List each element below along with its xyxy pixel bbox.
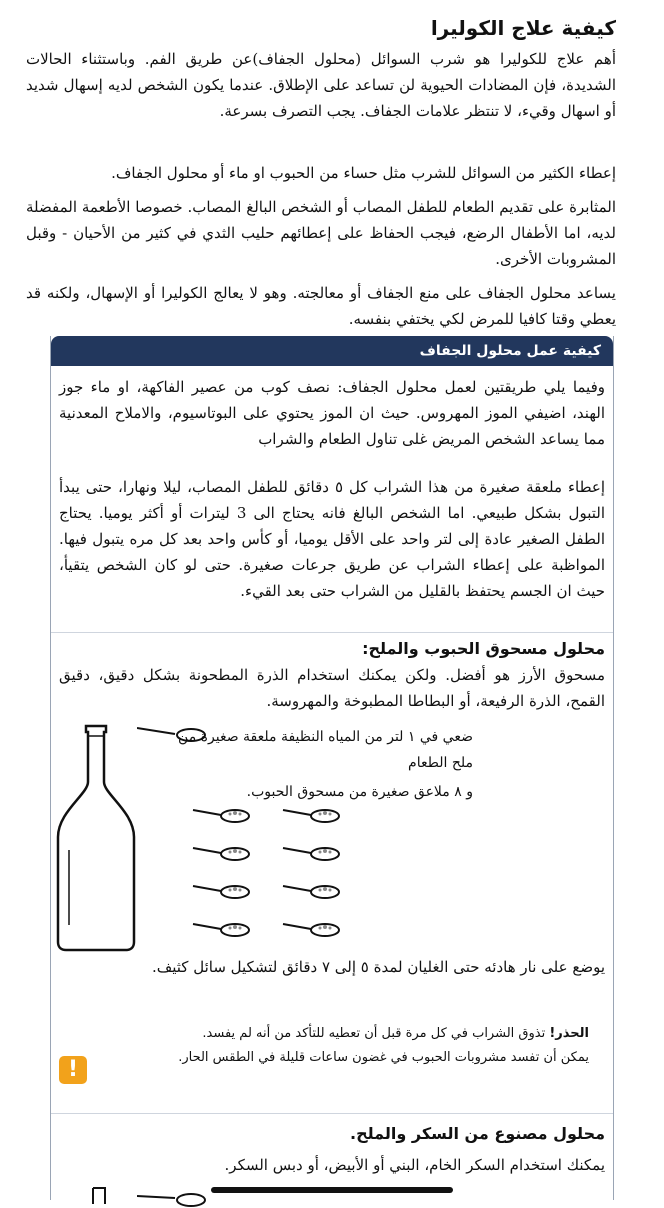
box-header: كيفية عمل محلول الجفاف <box>51 336 613 366</box>
warning-line-2: يمكن أن تفسد مشروبات الحبوب في غضون ساعات قليلة في الطقس الحار. <box>178 1050 589 1065</box>
spoon-icon <box>137 1188 207 1208</box>
warning-title: الحذر! <box>549 1026 589 1041</box>
paragraph-food: المثابرة على تقديم الطعام للطفل المصاب أو الشخص البالغ المصاب. خصوصا الأطعمة المفضلة لديه، اما الأطفال الرضع، فيجب الحفاظ على إعطائهم حليب الثدي في كثير من الأحيان - وقبل المشروبات الأخرى. <box>26 198 616 268</box>
warning-line-1: تذوق الشراب في كل مرة قبل أن تعطيه للتأكد من أنه لم يفسد. <box>202 1026 546 1041</box>
page-title: كيفية علاج الكوليرا <box>430 16 616 40</box>
ors-intro-text: وفيما يلي طريقتين لعمل محلول الجفاف: نصف كوب من عصير الفاكهة، او ماء جوز الهند، اضيفي الموز المهروس. حيث ان الموز يحتوي على البوتاسيوم، والاملاح المعدنية مما يساعد الشخص المريض غلى تناول الطعام والشراب <box>59 378 605 448</box>
bottle-icon <box>51 722 141 952</box>
grain-solution-text: مسحوق الأرز هو أفضل. ولكن يمكنك استخدام الذرة المطحونة بشكل دقيق، دقيق القمح، الذرة الرفيعة، أو البطاطا المطبوخة والمهروسة. <box>59 666 605 710</box>
grain-solution-heading: محلول مسحوق الحبوب والملح: <box>362 639 605 658</box>
sugar-solution-text: يمكنك استخدام السكر الخام، البني أو الأبيض، أو دبس السكر. <box>224 1156 605 1174</box>
grain-step-text: و ٨ ملاعق صغيرة من مسحوق الحبوب. <box>246 784 473 800</box>
dosing-text: إعطاء ملعقة صغيرة من هذا الشراب كل ٥ دقائق للطفل المصاب، ليلا ونهارا، حتى يبدأ التبول بشكل طبيعي. اما الشخص البالغ فانه يحتاج الى 3 ليترات أو أكثر يوميا. يحتاج الطفل الصغير عادة إلى لتر واحد على الأقل يوميا، أو كأس واحد بعد كل مره يتبول فيها. المواظبة على إعطاء الشراب عن طريق جرعات صغيرة. حتى لو كان الشخص يتقيأ، حيث ان الجسم يحتفظ بالقليل من الشراب حتى بعد القيء. <box>59 478 606 600</box>
paragraph-intro: أهم علاج للكوليرا هو شرب السوائل (محلول الجفاف)عن طريق الفم. وباستثناء الحالات الشديدة، فإن المضادات الحيوية لن تساعد على الإطلاق. عندما يكون الشخص لديه إسهال شديد أو اسهال وقيء، لا تنتظر علامات الجفاف. يجب التصرف بسرعة. <box>26 50 616 120</box>
divider <box>51 1113 613 1114</box>
paragraph-ors: يساعد محلول الجفاف على منع الجفاف أو معالجته. وهو لا يعالج الكوليرا أو الإسهال، ولكنه قد يعطي وقتا كافيا للمرض لكي يختفي بنفسه. <box>26 284 616 328</box>
warning-block <box>134 1022 589 1070</box>
boil-instruction-text: يوضع على نار هادئه حتى الغليان لمدة ٥ إلى ٧ دقائق لتشكيل سائل كثيف. <box>151 958 605 976</box>
home-indicator[interactable] <box>211 1187 453 1193</box>
sugar-solution-heading: محلول مصنوع من السكر والملح. <box>350 1124 605 1143</box>
warning-icon: ! <box>59 1056 87 1084</box>
grain-spoons-illustration <box>191 804 371 952</box>
divider <box>51 632 613 633</box>
ors-instructions-box <box>50 336 614 1200</box>
paragraph-fluids: إعطاء الكثير من السوائل للشرب مثل حساء من الحبوب او ماء أو محلول الجفاف. <box>111 164 616 182</box>
bottle-icon <box>79 1186 119 1206</box>
salt-step-text: ضعي في ١ لتر من المياه النظيفة ملعقة صغيرة من ملح الطعام <box>178 729 473 771</box>
